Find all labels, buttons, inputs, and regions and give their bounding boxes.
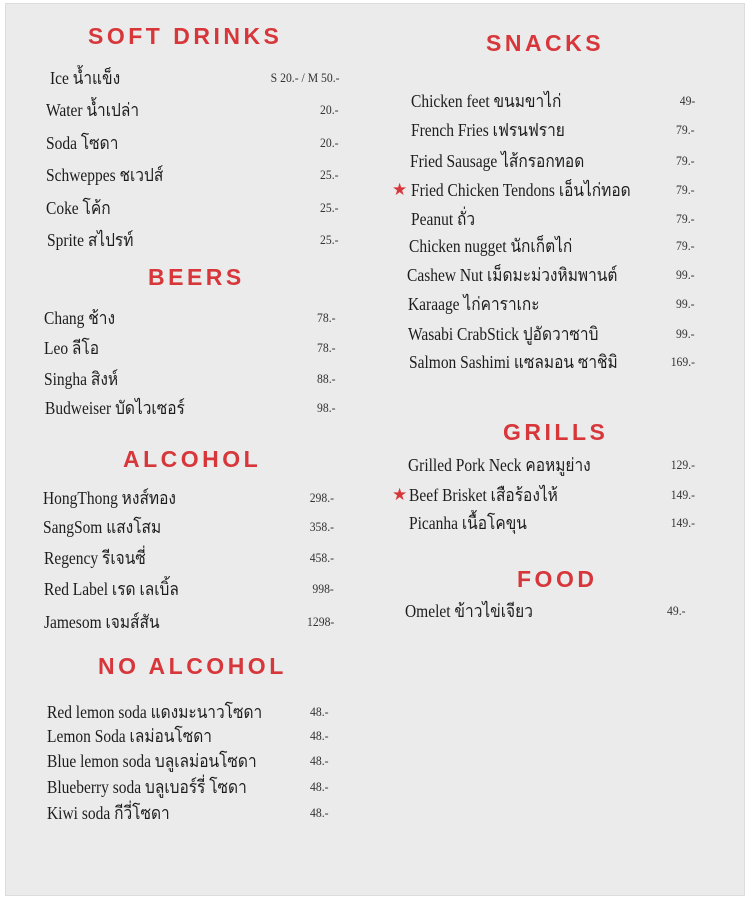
- menu-item: [411, 207, 695, 231]
- item-name: Red lemon soda แดงมะนาวโซดา: [47, 702, 263, 722]
- item-price: 99.-: [676, 326, 695, 341]
- item-name: Blue lemon soda บลูเลม่อนโซดา: [47, 751, 257, 771]
- item-price: 169.-: [670, 354, 695, 369]
- menu-item: [405, 599, 686, 623]
- menu-item: [47, 749, 329, 773]
- item-price: 20.-: [320, 102, 339, 117]
- item-name: HongThong หงส์ทอง: [43, 488, 176, 508]
- menu-item: [409, 350, 695, 374]
- menu-item: [408, 292, 695, 316]
- item-price: 48.-: [310, 805, 329, 820]
- menu-item: [44, 610, 334, 634]
- menu-item: [408, 322, 695, 346]
- menu-item: [44, 546, 334, 570]
- item-name: Omelet ข้าวไข่เจียว: [405, 601, 533, 621]
- item-price: 98.-: [317, 400, 336, 415]
- item-name: Blueberry soda บลูเบอร์รี่ โซดา: [47, 777, 247, 797]
- menu-item: [50, 66, 340, 90]
- menu-item: [411, 118, 695, 142]
- item-price: 78.-: [317, 340, 336, 355]
- item-name: Fried Sausage ไส้กรอกทอด: [410, 151, 585, 171]
- menu-item: [409, 483, 695, 507]
- item-name: Sprite สไปรท์: [47, 230, 134, 250]
- item-name: Grilled Pork Neck คอหมูย่าง: [408, 455, 591, 475]
- item-price: 358.-: [309, 519, 334, 534]
- item-name: Water น้ำเปล่า: [46, 100, 140, 120]
- alcohol-heading: ALCOHOL: [123, 446, 262, 472]
- item-name: Chang ช้าง: [44, 308, 116, 328]
- menu-item: [47, 775, 329, 799]
- menu-item: [47, 724, 329, 748]
- item-price: 48.-: [310, 704, 329, 719]
- item-price: 49.-: [667, 603, 686, 618]
- item-price: 99.-: [676, 267, 695, 282]
- menu-item: [411, 178, 695, 202]
- item-name: Kiwi soda กีวี่โซดา: [47, 803, 170, 823]
- item-name: Chicken nugget นักเก็ตไก่: [409, 236, 573, 256]
- menu-item: [409, 234, 695, 258]
- item-name: Picanha เนื้อโคขุน: [409, 513, 527, 533]
- item-name: Budweiser บัดไวเซอร์: [45, 398, 185, 418]
- item-name: Red Label เรด เลเบิ้ล: [44, 579, 179, 599]
- menu-item: [44, 336, 336, 360]
- item-name: Schweppes ชเวปส์: [46, 165, 164, 185]
- item-name: Coke โค้ก: [46, 198, 111, 218]
- item-name: Singha สิงห์: [44, 369, 119, 389]
- item-price: 79.-: [676, 182, 695, 197]
- item-price: 99.-: [676, 296, 695, 311]
- menu-item: [47, 700, 329, 724]
- item-price: 88.-: [317, 371, 336, 386]
- item-price: 48.-: [310, 728, 329, 743]
- item-name: Cashew Nut เม็ดมะม่วงหิมพานต์: [407, 265, 618, 285]
- menu-item: [410, 149, 695, 173]
- item-price: 78.-: [317, 310, 336, 325]
- menu-item: [44, 306, 336, 330]
- item-name: Peanut ถั่ว: [411, 209, 476, 229]
- item-price: 149.-: [670, 487, 695, 502]
- item-price: 79.-: [676, 122, 695, 137]
- menu-item: [409, 511, 695, 535]
- item-name: Karaage ไก่คาราเกะ: [408, 294, 540, 314]
- menu-page: [6, 4, 744, 895]
- item-price: 149.-: [670, 515, 695, 530]
- snacks-heading: SNACKS: [486, 30, 605, 56]
- star-icon: ★: [392, 485, 408, 505]
- no-alcohol-heading: NO ALCOHOL: [98, 653, 287, 679]
- item-name: Chicken feet ขนมขาไก่: [411, 91, 562, 111]
- item-price: 79.-: [676, 238, 695, 253]
- beers-heading: BEERS: [148, 264, 245, 290]
- item-price: 25.-: [320, 167, 339, 182]
- soft-drinks-heading: SOFT DRINKS: [88, 23, 283, 49]
- item-price: 129.-: [670, 457, 695, 472]
- menu-item: [46, 98, 339, 122]
- menu-item: [46, 131, 339, 155]
- item-price: S 20.- / M 50.-: [271, 70, 340, 85]
- item-price: 48.-: [310, 753, 329, 768]
- item-name: Wasabi CrabStick ปูอัดวาซาบิ: [408, 324, 599, 344]
- star-icon: ★: [392, 180, 408, 200]
- item-price: 458.-: [309, 550, 334, 565]
- menu-item: [411, 89, 695, 113]
- menu-item: [46, 196, 339, 220]
- item-price: 48.-: [310, 779, 329, 794]
- item-name: SangSom แสงโสม: [43, 517, 162, 537]
- menu-item: [46, 163, 339, 187]
- item-price: 79.-: [676, 211, 695, 226]
- menu-item: [45, 396, 336, 420]
- menu-item: [43, 486, 334, 510]
- item-name: Ice น้ำแข็ง: [50, 68, 121, 88]
- menu-item: [47, 801, 329, 825]
- menu-item: [43, 515, 334, 539]
- item-name: French Fries เฟรนฟราย: [411, 120, 565, 140]
- item-price: 998-: [312, 581, 334, 596]
- item-price: 20.-: [320, 135, 339, 150]
- menu-item: [407, 263, 695, 287]
- item-name: Jamesom เจมส์สัน: [44, 612, 160, 632]
- item-price: 49-: [679, 93, 695, 108]
- item-name: Regency รีเจนซี่: [44, 548, 146, 568]
- item-name: Fried Chicken Tendons เอ็นไก่ทอด: [411, 180, 631, 200]
- menu-item: [44, 367, 336, 391]
- food-heading: FOOD: [517, 566, 598, 592]
- item-price: 298.-: [309, 490, 334, 505]
- grills-heading: GRILLS: [503, 419, 609, 445]
- item-name: Soda โซดา: [46, 133, 119, 153]
- item-price: 25.-: [320, 232, 339, 247]
- item-name: Beef Brisket เสือร้องไห้: [409, 485, 558, 505]
- item-price: 25.-: [320, 200, 339, 215]
- item-price: 79.-: [676, 153, 695, 168]
- menu-item: [44, 577, 334, 601]
- item-name: Salmon Sashimi แซลมอน ซาชิมิ: [409, 352, 618, 372]
- item-price: 1298-: [306, 614, 334, 629]
- item-name: Lemon Soda เลม่อนโซดา: [47, 726, 212, 746]
- menu-item: [47, 228, 339, 252]
- menu-item: [408, 453, 695, 477]
- item-name: Leo ลีโอ: [44, 338, 100, 358]
